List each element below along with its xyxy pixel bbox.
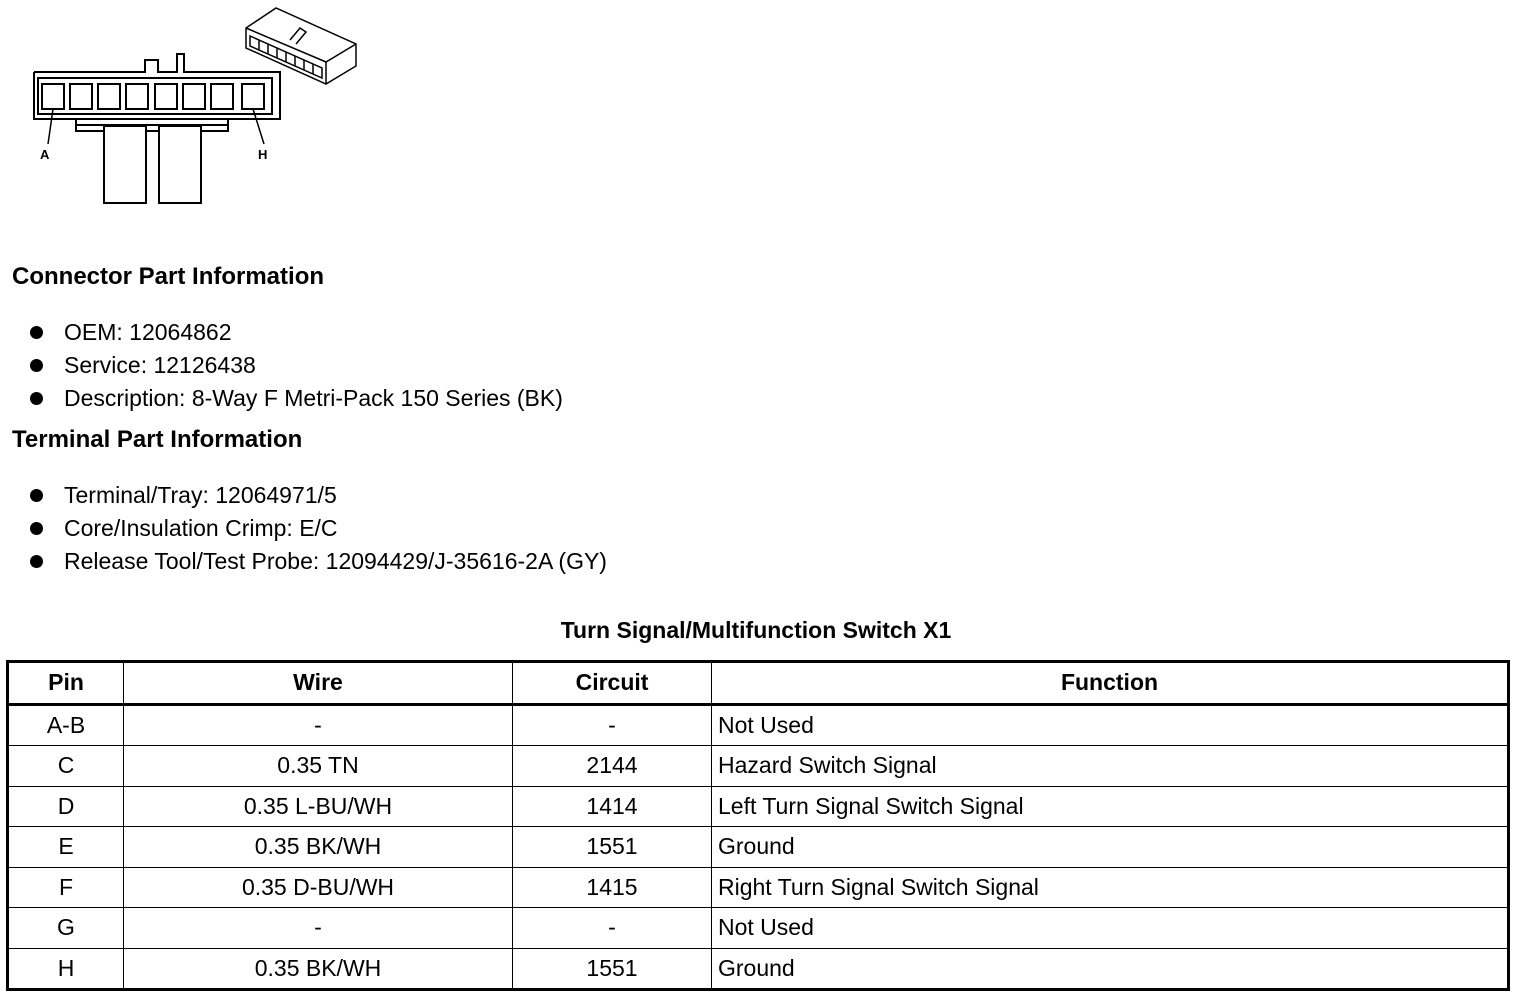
cavity-e bbox=[155, 84, 177, 109]
cell-function: Hazard Switch Signal bbox=[712, 746, 1509, 787]
table-row bbox=[8, 827, 1509, 868]
cell-wire: 0.35 D-BU/WH bbox=[124, 867, 513, 908]
cell-pin: G bbox=[8, 908, 124, 949]
header-circuit: Circuit bbox=[513, 662, 712, 705]
cell-wire: 0.35 TN bbox=[124, 746, 513, 787]
table-title: Turn Signal/Multifunction Switch X1 bbox=[560, 617, 952, 643]
cell-wire: 0.35 BK/WH bbox=[124, 948, 513, 990]
cavity-g bbox=[211, 84, 233, 109]
cell-wire: - bbox=[124, 908, 513, 949]
cell-pin: H bbox=[8, 948, 124, 990]
header-wire: Wire bbox=[124, 662, 513, 705]
list-item: OEM: 12064862 bbox=[28, 316, 563, 349]
cell-pin: F bbox=[8, 867, 124, 908]
table-row bbox=[8, 746, 1509, 787]
cell-circuit: 1414 bbox=[513, 786, 712, 827]
connector-body bbox=[34, 54, 280, 203]
connector-part-info-heading: Connector Part Information bbox=[12, 263, 325, 290]
cell-circuit: - bbox=[513, 704, 712, 746]
cell-pin: D bbox=[8, 786, 124, 827]
list-item: Release Tool/Test Probe: 12094429/J-35616-2A (GY) bbox=[28, 545, 607, 578]
cell-circuit: 1415 bbox=[513, 867, 712, 908]
cell-pin: C bbox=[8, 746, 124, 787]
pin-label-h: H bbox=[258, 147, 268, 162]
cell-function: Ground bbox=[712, 827, 1509, 868]
cavity-d bbox=[126, 84, 148, 109]
connector-part-info-list bbox=[28, 316, 563, 415]
bullet-icon bbox=[30, 326, 43, 339]
list-item: Service: 12126438 bbox=[28, 349, 563, 382]
cell-circuit: 1551 bbox=[513, 827, 712, 868]
cell-pin: A-B bbox=[8, 704, 124, 746]
cell-circuit: 2144 bbox=[513, 746, 712, 787]
cavity-b bbox=[70, 84, 92, 109]
bullet-icon bbox=[30, 359, 43, 372]
terminal-cavities bbox=[42, 84, 264, 109]
table-row bbox=[8, 867, 1509, 908]
bullet-icon bbox=[30, 392, 43, 405]
bullet-icon bbox=[30, 522, 43, 535]
cavity-h bbox=[242, 84, 264, 109]
cell-pin: E bbox=[8, 827, 124, 868]
cell-circuit: - bbox=[513, 908, 712, 949]
table-header-row bbox=[8, 662, 1509, 705]
table-row bbox=[8, 704, 1509, 746]
cell-circuit: 1551 bbox=[513, 948, 712, 990]
terminal-part-info-heading: Terminal Part Information bbox=[12, 426, 303, 453]
cavity-a bbox=[42, 84, 64, 109]
cell-function: Ground bbox=[712, 948, 1509, 990]
terminal-part-info-list bbox=[28, 479, 607, 578]
pin-label-a: A bbox=[40, 147, 50, 162]
header-pin: Pin bbox=[8, 662, 124, 705]
list-item: Description: 8-Way F Metri-Pack 150 Series (BK) bbox=[28, 382, 563, 415]
list-item: Terminal/Tray: 12064971/5 bbox=[28, 479, 607, 512]
cell-function: Right Turn Signal Switch Signal bbox=[712, 867, 1509, 908]
table-row bbox=[8, 908, 1509, 949]
cell-function: Not Used bbox=[712, 704, 1509, 746]
list-item: Core/Insulation Crimp: E/C bbox=[28, 512, 607, 545]
table-row bbox=[8, 948, 1509, 990]
cavity-c bbox=[98, 84, 120, 109]
cell-function: Left Turn Signal Switch Signal bbox=[712, 786, 1509, 827]
bullet-icon bbox=[30, 555, 43, 568]
cell-wire: - bbox=[124, 704, 513, 746]
cell-wire: 0.35 BK/WH bbox=[124, 827, 513, 868]
header-function: Function bbox=[712, 662, 1509, 705]
cell-function: Not Used bbox=[712, 908, 1509, 949]
cell-wire: 0.35 L-BU/WH bbox=[124, 786, 513, 827]
bullet-icon bbox=[30, 489, 43, 502]
cavity-f bbox=[183, 84, 205, 109]
connector-diagram bbox=[0, 0, 380, 215]
pinout-table bbox=[6, 660, 1510, 991]
table-row bbox=[8, 786, 1509, 827]
